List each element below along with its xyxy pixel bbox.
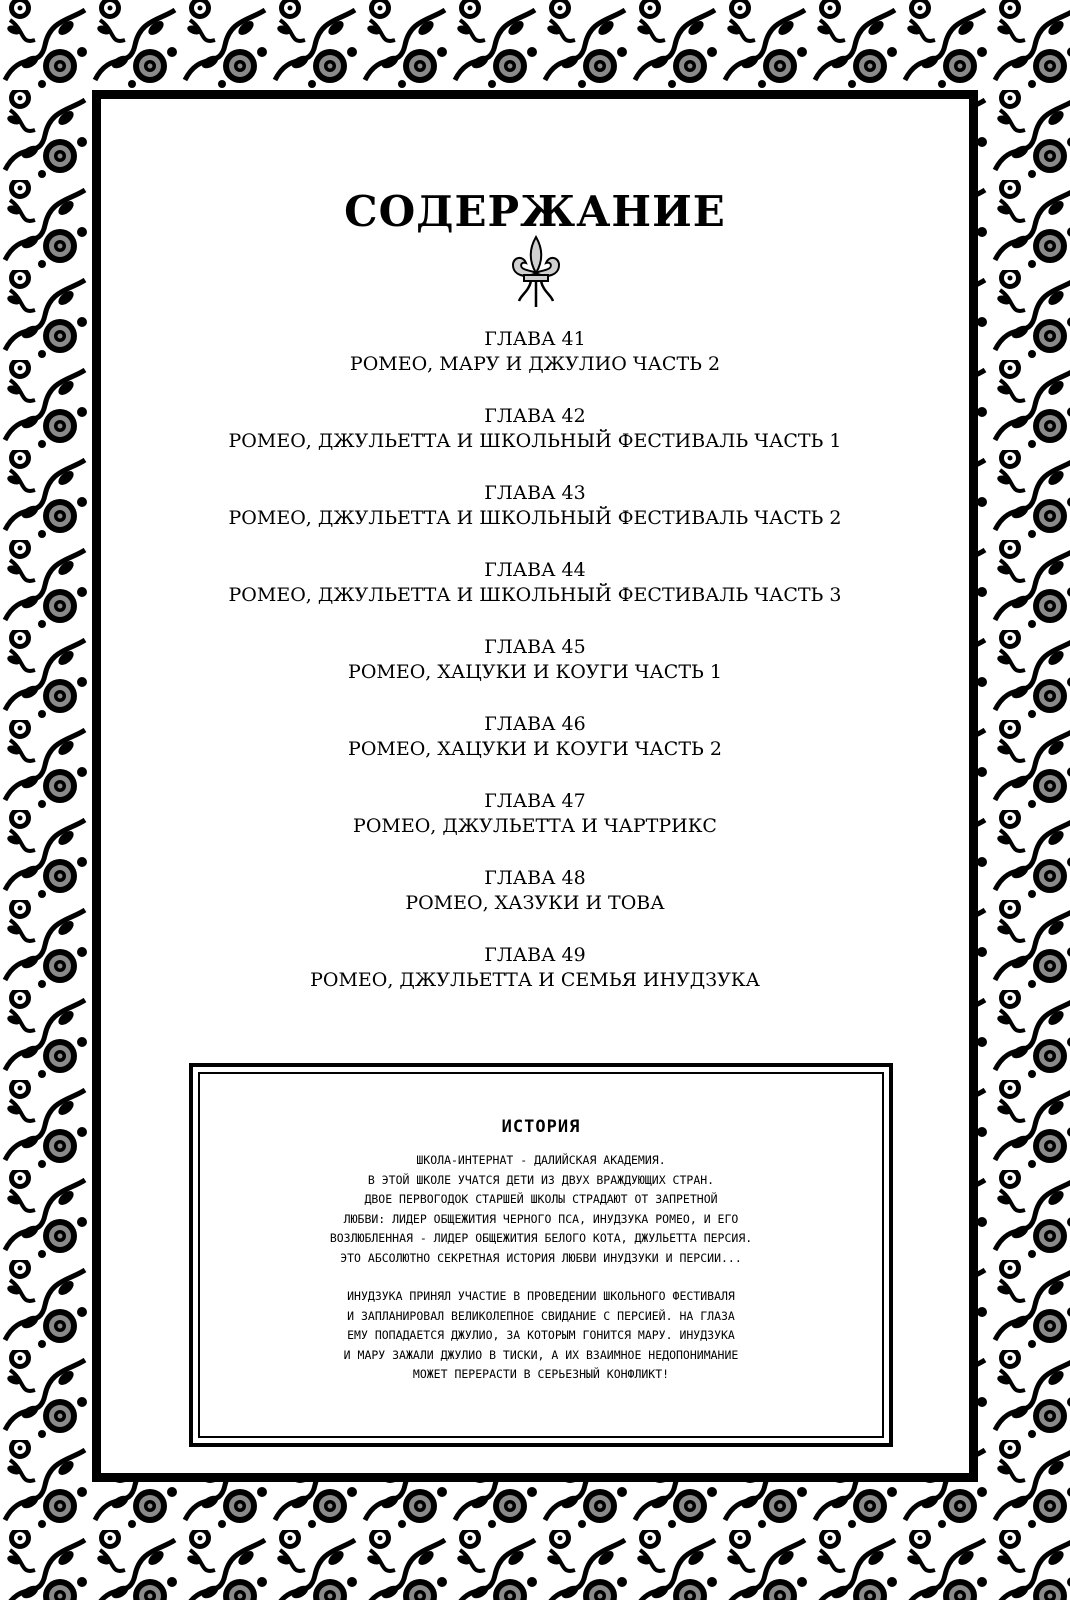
toc-chapter-title: РОМЕО, ДЖУЛЬЕТТА И СЕМЬЯ ИНУДЗУКА	[310, 969, 760, 991]
toc-chapter-title: РОМЕО, ХАЦУКИ И КОУГИ ЧАСТЬ 2	[348, 738, 722, 760]
toc-chapter-number: ГЛАВА 45	[484, 636, 586, 658]
page-title: СОДЕРЖАНИЕ	[344, 187, 726, 236]
toc-chapter-title: РОМЕО, МАРУ И ДЖУЛИО ЧАСТЬ 2	[349, 353, 721, 375]
table-of-contents	[101, 327, 969, 1020]
toc-chapter-title: РОМЕО, ДЖУЛЬЕТТА И ШКОЛЬНЫЙ ФЕСТИВАЛЬ ЧАСТЬ 1	[228, 430, 842, 452]
toc-entry[interactable]	[101, 481, 969, 558]
story-summary-text	[193, 1151, 889, 1385]
toc-chapter-number: ГЛАВА 47	[484, 790, 586, 812]
summary-line: ДВОЕ ПЕРВОГОДОК СТАРШЕЙ ШКОЛЫ СТРАДАЮТ ОТ ЗАПРЕТНОЙ	[364, 1192, 718, 1206]
toc-chapter-number: ГЛАВА 44	[484, 559, 586, 581]
toc-chapter-number: ГЛАВА 46	[484, 713, 586, 735]
summary-line: И ЗАПЛАНИРОВАЛ ВЕЛИКОЛЕПНОЕ СВИДАНИЕ С ПЕРСИЕЙ. НА ГЛАЗА	[347, 1308, 735, 1323]
toc-chapter-title: РОМЕО, ДЖУЛЬЕТТА И ШКОЛЬНЫЙ ФЕСТИВАЛЬ ЧАСТЬ 2	[228, 507, 842, 529]
toc-chapter-number: ГЛАВА 41	[484, 328, 586, 350]
summary-line: В ЭТОЙ ШКОЛЕ УЧАТСЯ ДЕТИ ИЗ ДВУХ ВРАЖДУЮЩИХ СТРАН.	[367, 1172, 715, 1187]
toc-entry[interactable]	[101, 327, 969, 404]
summary-line: ШКОЛА-ИНТЕРНАТ - ДАЛИЙСКАЯ АКАДЕМИЯ.	[416, 1153, 666, 1167]
story-summary-box	[189, 1063, 893, 1447]
toc-entry[interactable]	[101, 712, 969, 789]
toc-chapter-number: ГЛАВА 42	[484, 405, 586, 427]
summary-line: ЕМУ ПОПАДАЕТСЯ ДЖУЛИО, ЗА КОТОРЫМ ГОНИТСЯ МАРУ. ИНУДЗУКА	[347, 1328, 735, 1342]
summary-line: ВОЗЛЮБЛЕННАЯ - ЛИДЕР ОБЩЕЖИТИЯ БЕЛОГО КОТА, ДЖУЛЬЕТТА ПЕРСИЯ.	[329, 1231, 753, 1245]
fleur-de-lis-icon	[509, 235, 563, 311]
summary-line: ЛЮБВИ: ЛИДЕР ОБЩЕЖИТИЯ ЧЕРНОГО ПСА, ИНУДЗУКА РОМЕО, И ЕГО	[343, 1211, 739, 1226]
toc-chapter-title: РОМЕО, ДЖУЛЬЕТТА И ЧАРТРИКС	[353, 815, 717, 837]
summary-line: МОЖЕТ ПЕРЕРАСТИ В СЕРЬЕЗНЫЙ КОНФЛИКТ!	[412, 1367, 670, 1381]
content-frame	[92, 90, 978, 1482]
story-summary-title: ИСТОРИЯ	[501, 1117, 581, 1137]
toc-entry[interactable]	[101, 635, 969, 712]
summary-line: И МАРУ ЗАЖАЛИ ДЖУЛИО В ТИСКИ, А ИХ ВЗАИМНОЕ НЕДОПОНИМАНИЕ	[343, 1347, 739, 1362]
toc-chapter-number: ГЛАВА 48	[484, 867, 586, 889]
toc-entry[interactable]	[101, 404, 969, 481]
toc-chapter-number: ГЛАВА 49	[484, 944, 586, 966]
toc-entry[interactable]	[101, 866, 969, 943]
summary-line: ИНУДЗУКА ПРИНЯЛ УЧАСТИЕ В ПРОВЕДЕНИИ ШКОЛЬНОГО ФЕСТИВАЛЯ	[347, 1289, 735, 1303]
toc-entry[interactable]	[101, 943, 969, 1020]
toc-chapter-title: РОМЕО, ДЖУЛЬЕТТА И ШКОЛЬНЫЙ ФЕСТИВАЛЬ ЧАСТЬ 3	[228, 584, 842, 606]
summary-line: ЭТО АБСОЛЮТНО СЕКРЕТНАЯ ИСТОРИЯ ЛЮБВИ ИНУДЗУКИ И ПЕРСИИ...	[340, 1250, 742, 1265]
toc-entry[interactable]	[101, 558, 969, 635]
toc-entry[interactable]	[101, 789, 969, 866]
toc-chapter-title: РОМЕО, ХАЦУКИ И КОУГИ ЧАСТЬ 1	[348, 661, 722, 683]
toc-chapter-number: ГЛАВА 43	[484, 482, 586, 504]
toc-chapter-title: РОМЕО, ХАЗУКИ И ТОВА	[405, 892, 665, 914]
